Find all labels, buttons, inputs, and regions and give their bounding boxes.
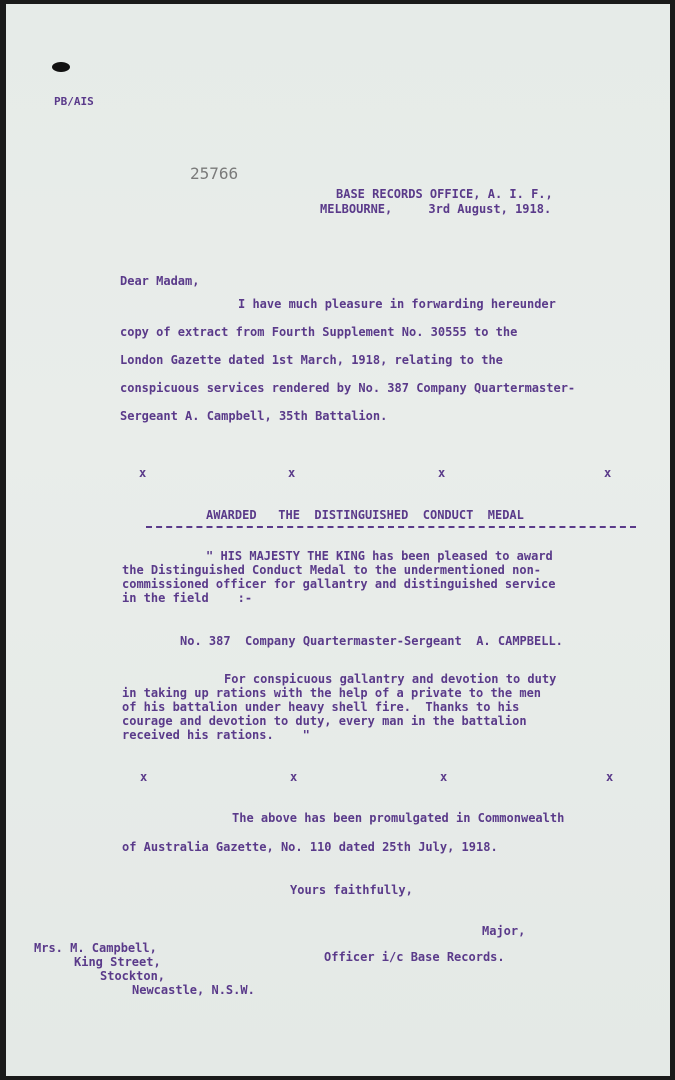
separator-mark: x	[438, 466, 446, 480]
promulgation-line-2: of Australia Gazette, No. 110 dated 25th July, 1918.	[122, 840, 498, 854]
citation-intro-line-2: the Distinguished Conduct Medal to the undermentioned non-	[122, 563, 542, 577]
punch-hole	[52, 62, 70, 72]
separator-mark: x	[288, 466, 296, 480]
office-name: BASE RECORDS OFFICE, A. I. F.,	[336, 187, 553, 201]
separator-mark: x	[290, 770, 298, 784]
letter-page	[6, 4, 670, 1076]
separator-mark: x	[606, 770, 614, 784]
signatory-rank: Major,	[482, 924, 526, 938]
addressee-line-3: Stockton,	[100, 969, 166, 983]
signatory-title: Officer i/c Base Records.	[324, 950, 505, 964]
separator-mark: x	[139, 466, 147, 480]
addressee-line-1: Mrs. M. Campbell,	[34, 941, 157, 955]
citation-line-1: For conspicuous gallantry and devotion to duty	[224, 672, 557, 686]
closing: Yours faithfully,	[290, 883, 413, 897]
citation-intro-line-4: in the field :-	[122, 591, 253, 605]
intro-line-3: London Gazette dated 1st March, 1918, relating to the	[120, 353, 503, 367]
intro-line-5: Sergeant A. Campbell, 35th Battalion.	[120, 409, 388, 423]
intro-line-4: conspicuous services rendered by No. 387 Company Quartermaster-	[120, 381, 576, 395]
intro-line-1: I have much pleasure in forwarding hereunder	[238, 297, 556, 311]
place-date: MELBOURNE, 3rd August, 1918.	[320, 202, 552, 216]
award-title: AWARDED THE DISTINGUISHED CONDUCT MEDAL	[206, 508, 524, 522]
award-title-underline	[146, 526, 636, 528]
citation-line-3: of his battalion under heavy shell fire. Thanks to his	[122, 700, 520, 714]
separator-mark: x	[440, 770, 448, 784]
addressee-line-4: Newcastle, N.S.W.	[132, 983, 255, 997]
citation-line-5: received his rations. "	[122, 728, 310, 742]
salutation: Dear Madam,	[120, 274, 200, 288]
separator-mark: x	[604, 466, 612, 480]
citation-line-2: in taking up rations with the help of a private to the men	[122, 686, 542, 700]
file-number: 25766	[190, 164, 239, 183]
intro-line-2: copy of extract from Fourth Supplement No. 30555 to the	[120, 325, 518, 339]
citation-intro-line-1: " HIS MAJESTY THE KING has been pleased to award	[206, 549, 553, 563]
citation-intro-line-3: commissioned officer for gallantry and distinguished service	[122, 577, 556, 591]
separator-mark: x	[140, 770, 148, 784]
reference-code: PB/AIS	[54, 95, 94, 108]
addressee-line-2: King Street,	[74, 955, 161, 969]
citation-line-4: courage and devotion to duty, every man in the battalion	[122, 714, 527, 728]
promulgation-line-1: The above has been promulgated in Commonwealth	[232, 811, 565, 825]
recipient-line: No. 387 Company Quartermaster-Sergeant A. CAMPBELL.	[180, 634, 563, 648]
